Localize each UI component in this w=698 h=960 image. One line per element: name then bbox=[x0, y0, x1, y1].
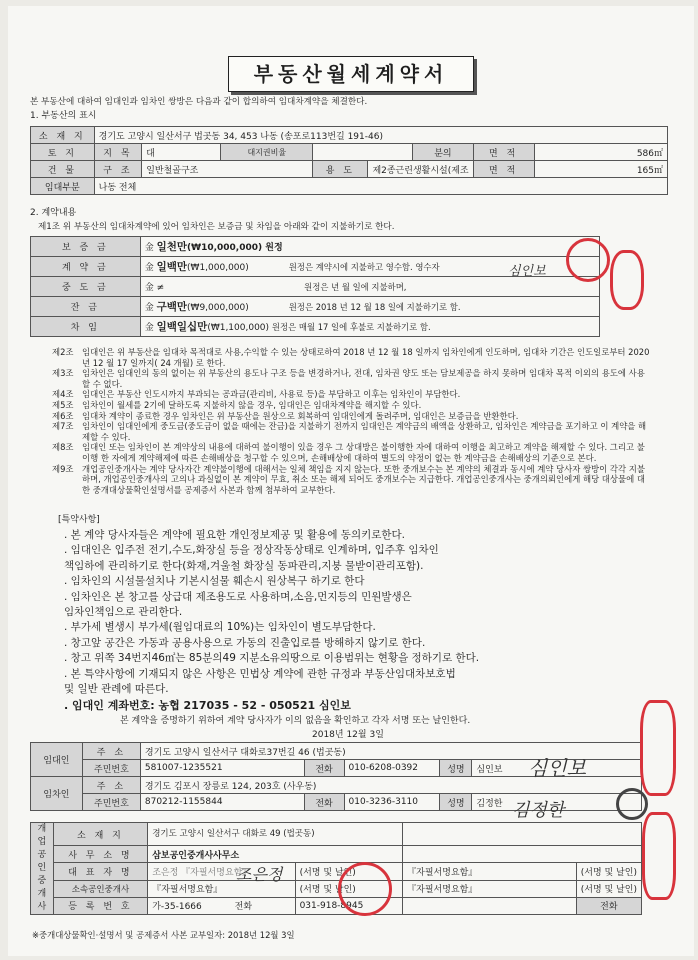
land-category-value: 대 bbox=[142, 144, 221, 161]
balance-amount: 구백만 bbox=[156, 301, 188, 313]
special-term: . 임차인의 시설물설치나 기본시설물 훼손시 원상복구 하기로 한다 bbox=[64, 575, 365, 588]
land-category-label: 지 목 bbox=[94, 144, 142, 161]
special-term: 임차인책임으로 관리한다. bbox=[64, 606, 183, 619]
lessor-signature: 심인보 bbox=[528, 756, 586, 780]
rental-part-label: 임대부분 bbox=[31, 178, 95, 195]
interim-note: 원정은 년 월 일에 지불하며, bbox=[304, 282, 407, 292]
interim-label: 중 도 금 bbox=[31, 277, 141, 297]
clause-number: 제8조 bbox=[52, 442, 74, 453]
rent-prefix: 金 bbox=[144, 323, 154, 333]
location-value: 경기도 고양시 일산서구 법곳동 34, 453 나동 (송포로113번길 191-46) bbox=[94, 127, 667, 144]
land-label: 토 지 bbox=[31, 144, 95, 161]
clause-number: 제7조 bbox=[52, 421, 74, 432]
clause-number: 제2조 bbox=[52, 347, 74, 357]
lessee-address-label: 주 소 bbox=[82, 777, 140, 794]
down-payment-note: 원정은 계약시에 지불하고 영수함. 영수자 bbox=[288, 262, 440, 272]
agent-phone-label: 전화 bbox=[234, 902, 253, 913]
clause-text: 임차인이 월세를 2기에 달하도록 지불하지 않을 경우, 임대인은 임대차계약을 해지할 수 있다. bbox=[82, 399, 422, 410]
red-seal-stamp bbox=[610, 250, 644, 310]
special-terms bbox=[64, 528, 624, 697]
sub-agent-self-sign-hint-2: 『자필서명요함』 bbox=[403, 880, 577, 897]
agent-sign-hint-2: (서명 및 날인) bbox=[576, 863, 641, 880]
lessor-name-label: 성명 bbox=[440, 760, 472, 777]
lessee-signature: 김정한 bbox=[512, 800, 565, 821]
intro-text: 본 부동산에 대하여 임대인과 임차인 쌍방은 다음과 같이 합의하여 임대차계약을 체결한다. bbox=[30, 97, 368, 107]
agent-table bbox=[30, 822, 642, 915]
lessee-phone-label: 전화 bbox=[304, 794, 344, 811]
lessor-name: 심인보 bbox=[472, 760, 642, 777]
clause-6 bbox=[52, 411, 652, 422]
agent-location-label: 소 재 지 bbox=[53, 823, 148, 846]
account-line: . 임대인 계좌번호: 농협 217035 - 52 - 050521 심인보 bbox=[64, 699, 351, 712]
clause-8 bbox=[52, 442, 652, 463]
agent-reg-label: 등 록 번 호 bbox=[53, 897, 148, 914]
special-term: . 부가세 별생시 부가세(월임대료의 10%)는 임차인이 별도부담한다. bbox=[64, 621, 376, 634]
special-term: . 본 계약 당사자들은 계약에 필요한 개인정보제공 및 활용에 동의키로한다. bbox=[64, 529, 406, 541]
lessee-phone: 010-3236-3110 bbox=[344, 794, 440, 811]
lessor-phone-label: 전화 bbox=[304, 760, 344, 777]
clause-text: 임대인 또는 임차인이 본 계약상의 내용에 대하여 불이행이 있을 경우 그 상대방은 불이행한 자에 대하여 이행을 최고하고 계약을 해제할 수 있다. 그리고 불이행 한 자에게 계약해제에 따른 손해배상을 청구할 수 있으며, 손해배상에 대하여 별도의 약정이 없는 한 계약금을 손해배상의 기준으로 본다. bbox=[82, 442, 645, 463]
clause-number: 제5조 bbox=[52, 399, 74, 410]
deposit-label: 보 증 금 bbox=[31, 237, 141, 257]
down-payment-label: 계 약 금 bbox=[31, 257, 141, 277]
lessee-label: 임차인 bbox=[31, 777, 83, 811]
lessee-id-label: 주민번호 bbox=[82, 794, 140, 811]
land-area-label: 면 적 bbox=[473, 144, 534, 161]
rent-row bbox=[140, 317, 599, 337]
lessor-id-label: 주민번호 bbox=[82, 760, 140, 777]
land-area-value: 586㎡ bbox=[534, 144, 667, 161]
special-term: 및 일반 관례에 따른다. bbox=[64, 683, 169, 696]
special-term: . 임대인은 입주전 전기,수도,화장실 등을 정상작동상태로 인계하며, 입주후 임차인 bbox=[64, 544, 439, 557]
lessor-address: 경기도 고양시 일산서구 대화로37번길 46 (법곳동) bbox=[140, 743, 641, 760]
agent-self-sign-hint: 『자필서명요함』 bbox=[181, 868, 252, 878]
special-term: . 본 특약사항에 기재되지 않은 사항은 민법상 계약에 관한 규정과 부동산임대차보호법 bbox=[64, 667, 456, 680]
red-seal-stamp bbox=[642, 812, 676, 900]
red-seal-stamp bbox=[338, 862, 392, 916]
sub-agent-sign-hint: (서명 및 날인) bbox=[295, 880, 403, 897]
balance-note: 원정은 2018 년 12 월 18 일에 지불하기로 함. bbox=[288, 302, 461, 312]
down-payment-sub: (₩1,000,000) bbox=[187, 263, 249, 273]
clause-text: 임대인은 부동산 인도시까지 부과되는 공과금(관리비, 사용료 등)을 부담하고 이후는 임차인이 부담한다. bbox=[82, 389, 461, 400]
receiver-signature: 심인보 bbox=[508, 264, 546, 279]
lessor-phone: 010-6208-0392 bbox=[344, 760, 440, 777]
special-terms-title: [특약사항] bbox=[58, 515, 100, 525]
special-term: . 창고앞 공간은 가동과 공용사용으로 가동의 진출입로를 방해하지 않기로 한다. bbox=[64, 636, 426, 649]
location-label: 소 재 지 bbox=[31, 127, 95, 144]
down-payment-amount: 일백만 bbox=[156, 261, 188, 273]
land-ratio-label: 대지권비율 bbox=[221, 144, 313, 161]
payment-table bbox=[30, 236, 600, 337]
clause-text: 개업공인중개사는 계약 당사자간 계약불이행에 대해서는 일체 책임을 지지 않는다. 또한 중개보수는 본 계약의 체결과 동시에 계약 당사자 쌍방이 각각 지불하며, 개업공인중개사의 고의나 과실없이 본 계약이 무효, 취소 또는 해제 되어도 중개보수는 지급한다. 개업공인중개사는 중개의뢰인에게 해당 대상물에 대한 중개대상물확인설명서를 공제증서 사본과 함께 첨부하여 교부한다. bbox=[82, 463, 645, 495]
clause-number: 제6조 bbox=[52, 410, 74, 421]
special-term: 책임하에 관리하기로 한다(화재,겨울철 화장실 동파관리,지붕 물받이관리포함). bbox=[64, 559, 424, 572]
clause-number: 제9조 bbox=[52, 463, 74, 474]
interim-amount: ≠ bbox=[156, 283, 165, 293]
building-area-label: 면 적 bbox=[473, 161, 534, 178]
agent-office: 삼보공인중개사사무소 bbox=[148, 846, 403, 863]
section2-heading: 2. 계약내용 bbox=[30, 208, 77, 218]
clause-text: 임대인은 위 부동산을 임대차 목적대로 사용,수익할 수 있는 상태로하여 2018 년 12 월 18 일까지 임차인에게 인도하며, 임대차 기간은 인도일로부터 2020 년 12 월 17 일까지( 24 개월) 로 한다. bbox=[82, 347, 650, 368]
clause-3 bbox=[52, 368, 652, 389]
use-label: 용 도 bbox=[313, 161, 368, 178]
clause-number: 제4조 bbox=[52, 389, 74, 400]
rent-amount: 일백일십만 bbox=[156, 321, 208, 333]
agent-rep-label: 대 표 자 명 bbox=[53, 863, 148, 880]
lessee-name-label: 성명 bbox=[440, 794, 472, 811]
agent-label: 개업공인중개사 bbox=[31, 823, 54, 915]
clause-9 bbox=[52, 464, 652, 496]
clause-text: 임대차 계약이 종료한 경우 임차인은 위 부동산을 원상으로 회복하여 임대인에게 돌려주며, 임대인은 보증금을 반환한다. bbox=[82, 410, 519, 421]
lessor-label: 임대인 bbox=[31, 743, 83, 777]
rent-note: 원정은 매월 17 일에 후불로 지불하기로 함. bbox=[271, 322, 431, 332]
document-title: 부동산월세계약서 bbox=[228, 56, 474, 92]
red-seal-stamp bbox=[566, 238, 610, 282]
rent-sub: (₩1,100,000) bbox=[207, 323, 270, 333]
balance-prefix: 金 bbox=[144, 303, 154, 313]
red-seal-stamp bbox=[640, 700, 676, 796]
agent-rep: 조은정 bbox=[152, 868, 179, 878]
interim-row bbox=[140, 277, 599, 297]
special-term: . 임차인은 본 창고를 상급대 제조용도로 사용하며,소음,먼지등의 민원발생은 bbox=[64, 590, 412, 603]
clause-5 bbox=[52, 400, 652, 411]
building-area-value: 165㎡ bbox=[534, 161, 667, 178]
structure-label: 구 조 bbox=[94, 161, 142, 178]
agent-phone2-label: 전화 bbox=[576, 897, 641, 914]
balance-sub: (₩9,000,000) bbox=[187, 303, 249, 313]
clause-number: 제3조 bbox=[52, 368, 74, 379]
deposit-prefix: 金 bbox=[144, 243, 154, 253]
deposit-amount: 일천만 bbox=[156, 241, 188, 253]
witness-text: 본 계약을 증명하기 위하여 계약 당사자가 이의 없음을 확인하고 각자 서명 또는 날인한다. bbox=[120, 716, 471, 726]
deposit-row bbox=[140, 237, 599, 257]
sub-agent-sign-hint-2: (서명 및 날인) bbox=[576, 880, 641, 897]
agent-self-sign-hint-2: 『자필서명요함』 bbox=[403, 863, 577, 880]
clause-2 bbox=[52, 347, 652, 368]
black-seal-stamp bbox=[616, 788, 648, 820]
lessor-address-label: 주 소 bbox=[82, 743, 140, 760]
agent-signature: 조은정 bbox=[236, 865, 283, 884]
rent-label: 차 임 bbox=[31, 317, 141, 337]
sub-agent-self-sign-hint: 『자필서명요함』 bbox=[148, 880, 295, 897]
agent-sign-hint: (서명 및 날인) bbox=[295, 863, 403, 880]
structure-value: 일반철골구조 bbox=[142, 161, 313, 178]
building-label: 건 물 bbox=[31, 161, 95, 178]
land-share-label: 분의 bbox=[413, 144, 473, 161]
clause-4 bbox=[52, 389, 652, 400]
agent-office-label: 사 무 소 명 bbox=[53, 846, 148, 863]
contract-date: 2018년 12월 3일 bbox=[312, 730, 384, 740]
clause-7 bbox=[52, 421, 652, 442]
lessee-id: 870212-1155844 bbox=[140, 794, 304, 811]
use-value: 제2종근린생활시설(제조 bbox=[368, 161, 473, 178]
deposit-sub: (₩10,000,000) 원정 bbox=[187, 243, 283, 253]
agent-reg-cell bbox=[148, 897, 295, 914]
interim-prefix: 金 bbox=[144, 283, 154, 293]
agent-reg: 가-35-1666 bbox=[152, 902, 202, 913]
property-table bbox=[30, 126, 668, 195]
balance-label: 잔 금 bbox=[31, 297, 141, 317]
agent-phone: 031-918-8945 bbox=[295, 897, 403, 914]
clause-text: 임차인은 임대인의 동의 없이는 위 부동산의 용도나 구조 등을 변경하거나, 전대, 임차권 양도 또는 담보제공을 하지 못하며 임대차 목적 이외의 용도에 사용할 수 없다. bbox=[82, 368, 645, 389]
clause-text: 임차인이 임대인에게 중도금(중도금이 없을 때에는 잔금)을 지불하기 전까지 임대인은 계약금의 배액을 상환하고, 임차인은 계약금을 포기하고 이 계약을 해제할 수 있다. bbox=[82, 421, 647, 442]
lessee-address: 경기도 김포시 장릉로 124, 203호 (사우동) bbox=[140, 777, 641, 794]
rental-part-value: 나동 전체 bbox=[94, 178, 667, 195]
footer-note: ※중개대상물확인·설명서 및 공제증서 사본 교부일자: 2018년 12월 3일 bbox=[32, 930, 295, 940]
section1-heading: 1. 부동산의 표시 bbox=[30, 111, 97, 121]
clauses-block bbox=[52, 347, 652, 495]
down-payment-prefix: 金 bbox=[144, 263, 154, 273]
special-term: . 창고 위쪽 34번지46㎡는 85분의49 지분소유의땅으로 이용범위는 현황을 정하기로 한다. bbox=[64, 652, 480, 665]
lessee-name: 김정한 bbox=[472, 794, 642, 811]
balance-row bbox=[140, 297, 599, 317]
lessor-id: 581007-1235521 bbox=[140, 760, 304, 777]
sub-agent-label: 소속공인중개사 bbox=[53, 880, 148, 897]
agent-location: 경기도 고양시 일산서구 대화로 49 (법곳동) bbox=[148, 823, 403, 846]
article1-text: 제1조 위 부동산의 임대차계약에 있어 임차인은 보증금 및 차임을 아래와 같이 지불하기로 한다. bbox=[38, 222, 395, 232]
